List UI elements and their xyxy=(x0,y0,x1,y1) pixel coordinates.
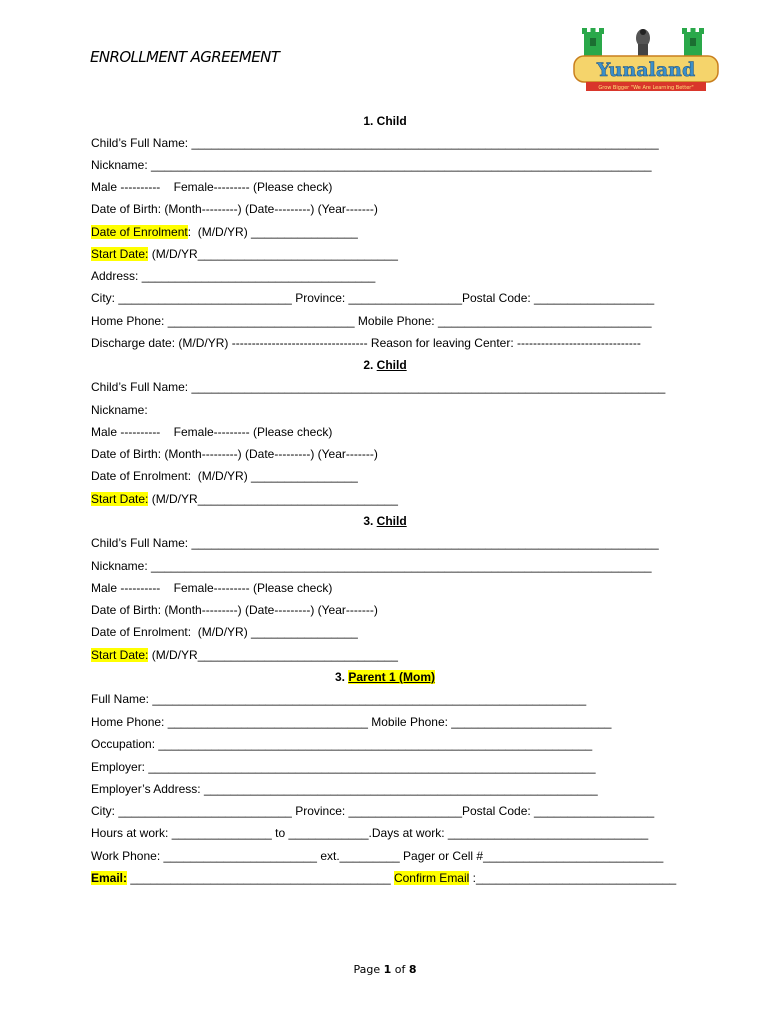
yunaland-logo xyxy=(570,24,722,94)
child3-full-name-field[interactable]: Child’s Full Name: ______________________________________________________________________ xyxy=(91,536,659,550)
child3-start-date-label: Start Date: xyxy=(91,648,149,662)
child1-discharge-field[interactable]: Discharge date: (M/D/YR) ---------------------------------- Reason for leaving Center: ------------------------------- xyxy=(91,336,641,350)
child1-enrolment-field[interactable] xyxy=(91,225,358,239)
parent1-employer-field[interactable]: Employer: ___________________________________________________________________ xyxy=(91,760,596,774)
child1-gender-field[interactable]: Male ---------- Female--------- (Please check) xyxy=(91,180,333,194)
child2-start-date-label: Start Date: xyxy=(91,492,149,506)
child1-enrolment-label: Date of Enrolment xyxy=(91,225,188,239)
child2-heading-label: Child xyxy=(376,358,407,372)
child2-start-date-blank: (M/D/YR______________________________ xyxy=(148,492,398,506)
child1-enrolment-blank: : (M/D/YR) ________________ xyxy=(187,225,358,239)
parent1-employer-address-field[interactable]: Employer’s Address: ___________________________________________________________ xyxy=(91,782,598,796)
parent1-email-label: Email: xyxy=(91,871,128,885)
child2-gender-field[interactable]: Male ---------- Female--------- (Please check) xyxy=(91,425,333,439)
child2-start-date-field[interactable] xyxy=(91,492,398,506)
footer-page-number: 1 xyxy=(383,963,392,976)
child2-heading xyxy=(0,358,770,372)
parent1-occupation-field[interactable]: Occupation: _________________________________________________________________ xyxy=(91,737,593,751)
child3-heading xyxy=(0,514,770,528)
child3-gender-field[interactable]: Male ---------- Female--------- (Please check) xyxy=(91,581,333,595)
child1-full-name-field[interactable]: Child’s Full Name: ______________________________________________________________________ xyxy=(91,136,659,150)
child3-dob-field[interactable]: Date of Birth: (Month---------) (Date---------) (Year-------) xyxy=(91,603,378,617)
child3-nickname-field[interactable]: Nickname: ___________________________________________________________________________ xyxy=(91,559,652,573)
child3-heading-label: Child xyxy=(376,514,407,528)
child1-address-field[interactable]: Address: ___________________________________ xyxy=(91,269,376,283)
parent1-hours-field[interactable]: Hours at work: _______________ to ____________.Days at work: ______________________________ xyxy=(91,826,649,840)
parent1-email-field[interactable] xyxy=(91,871,676,885)
parent1-confirm-email-label: Confirm Email xyxy=(393,871,470,885)
child3-heading-num: 3. xyxy=(363,514,374,528)
child2-nickname-field[interactable]: Nickname: xyxy=(91,403,148,417)
child1-city-field[interactable]: City: __________________________ Province: _________________Postal Code: __________________ xyxy=(91,291,655,305)
child1-start-date-field[interactable] xyxy=(91,247,398,261)
parent1-confirm-email-blank: :______________________________ xyxy=(469,871,677,885)
child2-full-name-field[interactable]: Child’s Full Name: _______________________________________________________________________ xyxy=(91,380,666,394)
child1-dob-field[interactable]: Date of Birth: (Month---------) (Date---------) (Year-------) xyxy=(91,202,378,216)
child1-nickname-field[interactable]: Nickname: ___________________________________________________________________________ xyxy=(91,158,652,172)
parent1-heading-label: Parent 1 (Mom) xyxy=(348,670,436,684)
footer-page-label: Page xyxy=(353,963,384,976)
parent1-phone-field[interactable]: Home Phone: ______________________________ Mobile Phone: ________________________ xyxy=(91,715,612,729)
child3-enrolment-field[interactable]: Date of Enrolment: (M/D/YR) ________________ xyxy=(91,625,358,639)
footer-page-total: 8 xyxy=(408,963,417,976)
parent1-email-blank: _______________________________________ xyxy=(127,871,394,885)
logo-text: Yunaland xyxy=(596,59,696,81)
parent1-full-name-field[interactable]: Full Name: _________________________________________________________________ xyxy=(91,692,587,706)
child2-heading-num: 2. xyxy=(363,358,374,372)
document-title: ENROLLMENT AGREEMENT xyxy=(90,48,280,66)
parent1-heading-num: 3. xyxy=(334,670,345,684)
child1-start-date-label: Start Date: xyxy=(91,247,149,261)
logo-tagline: Grow Bigger "We Are Learning Better" xyxy=(598,85,694,91)
child1-phone-field[interactable]: Home Phone: ____________________________ Mobile Phone: ________________________________ xyxy=(91,314,652,328)
child3-start-date-blank: (M/D/YR______________________________ xyxy=(148,648,398,662)
parent1-heading xyxy=(0,670,770,684)
parent1-work-phone-field[interactable]: Work Phone: _______________________ ext._________ Pager or Cell #___________________________ xyxy=(91,849,664,863)
child1-start-date-blank: (M/D/YR______________________________ xyxy=(148,247,398,261)
child2-dob-field[interactable]: Date of Birth: (Month---------) (Date---------) (Year-------) xyxy=(91,447,378,461)
page-footer xyxy=(0,963,770,976)
footer-of-label: of xyxy=(391,963,409,976)
child3-start-date-field[interactable] xyxy=(91,648,398,662)
parent1-city-field[interactable]: City: __________________________ Province: _________________Postal Code: __________________ xyxy=(91,804,655,818)
child1-heading: 1. Child xyxy=(363,114,407,128)
child2-enrolment-field[interactable]: Date of Enrolment: (M/D/YR) ________________ xyxy=(91,469,358,483)
